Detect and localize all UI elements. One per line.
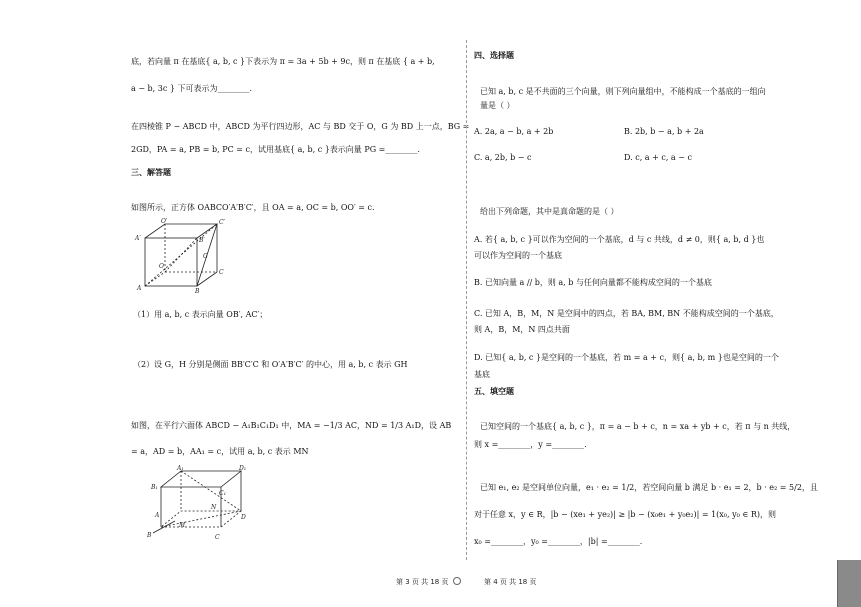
scrollbar-thumb[interactable] bbox=[837, 560, 861, 607]
cube-label-b: B bbox=[195, 288, 200, 295]
prism-label-b1: B₁ bbox=[151, 484, 158, 491]
problem-3-sub1: （1）用 a, b, c 表示向量 OB′, AC′； bbox=[133, 310, 268, 319]
problem-1-line2: a − b, 3c } 下可表示为________. bbox=[131, 84, 253, 93]
question-2-option-c-line2: 则 A，B，M，N 四点共面 bbox=[474, 325, 570, 334]
prism-label-c: C bbox=[215, 534, 220, 541]
question-1-option-d[interactable]: D. c, a + c, a − c bbox=[624, 153, 692, 162]
cube-label-o: O bbox=[159, 263, 164, 270]
section-5-heading: 五、填空题 bbox=[474, 387, 514, 396]
prism-label-d: D bbox=[241, 514, 246, 521]
fill-1-line1: 已知空间的一个基底{ a, b, c }，π = a − b + c，n = xa + yb + c，若 π 与 n 共线， bbox=[480, 422, 796, 431]
question-2-option-a-line1[interactable]: A. 若{ a, b, c }可以作为空间的一个基底，d 与 c 共线，d ≠ 0，则{ a, b, d }也 bbox=[474, 235, 765, 244]
problem-3-line1: 如图所示，正方体 OABCO′A′B′C′，且 OA = a, OC = b, OO′ = c. bbox=[131, 203, 375, 212]
cube-figure bbox=[133, 218, 233, 293]
problem-4-line2: = a，AD = b，AA₁ = c，试用 a, b, c 表示 MN bbox=[131, 447, 309, 456]
question-1-option-c[interactable]: C. a, 2b, b − c bbox=[474, 153, 532, 162]
prism-label-n: N bbox=[211, 504, 217, 511]
question-2-option-c-line1[interactable]: C. 已知 A，B，M，N 是空间中的四点，若 BA, BM, BN 不能构成空间的一个基底， bbox=[474, 309, 779, 318]
problem-4-line1: 如图，在平行六面体 ABCD − A₁B₁C₁D₁ 中，MA = −1/3 AC，ND = 1/3 A₁D，设 AB bbox=[131, 421, 452, 430]
question-1-line1: 已知 a, b, c 是不共面的三个向量，则下列向量组中，不能构成一个基底的一组向 bbox=[480, 87, 766, 96]
fill-1-line2: 则 x =________，y =________. bbox=[474, 440, 587, 449]
prism-label-m: M bbox=[179, 522, 186, 529]
fill-2-line2: 对于任意 x，y ∈ R，|b − (xe₁ + ye₂)| ≥ |b − (x₀e₁ + y₀e₂)| = 1(x₀, y₀ ∈ R)，则 bbox=[474, 510, 776, 519]
cube-label-a-prime: A′ bbox=[135, 235, 141, 242]
page-separator-circle-icon bbox=[453, 577, 461, 585]
footer-right-page-number: 第 4 页 共 18 页 bbox=[484, 578, 537, 586]
problem-2-line1: 在四棱锥 P − ABCD 中，ABCD 为平行四边形，AC 与 BD 交于 O，G 为 BD 上一点，BG = bbox=[131, 122, 470, 131]
prism-label-b: B bbox=[147, 532, 152, 539]
page-divider bbox=[466, 40, 467, 560]
problem-2-line2: 2GD，PA = a, PB = b, PC = c，试用基底{ a, b, c }表示向量 PG =________. bbox=[131, 145, 420, 154]
prism-label-a: A bbox=[155, 512, 160, 519]
cube-label-o-prime: O′ bbox=[161, 218, 168, 225]
question-2-option-d-line1[interactable]: D. 已知{ a, b, c }是空间的一个基底，若 m = a + c，则{ a, b, m }也是空间的一个 bbox=[474, 353, 779, 362]
parallelepiped-figure bbox=[133, 465, 245, 543]
fill-2-line1: 已知 e₁, e₂ 是空间单位向量，e₁ · e₂ = 1/2，若空间向量 b 满足 b · e₁ = 2，b · e₂ = 5/2，且 bbox=[480, 483, 818, 492]
cube-label-g: G bbox=[203, 253, 208, 260]
question-2-option-d-line2: 基底 bbox=[474, 370, 490, 379]
question-2-stem: 给出下列命题，其中是真命题的是（ ） bbox=[480, 207, 619, 216]
problem-3-sub2: （2）设 G，H 分别是侧面 BB′C′C 和 O′A′B′C′ 的中心，用 a, b, c 表示 GH bbox=[133, 360, 408, 369]
question-2-option-a-line2: 可以作为空间的一个基底 bbox=[474, 251, 562, 260]
cube-label-a: A bbox=[137, 285, 142, 292]
cube-label-b-prime: B′ bbox=[199, 237, 205, 244]
problem-1-line1: 底，若向量 π 在基底{ a, b, c }下表示为 π = 3a + 5b + 9c，则 π 在基底 { a + b, bbox=[131, 57, 435, 66]
section-3-heading: 三、解答题 bbox=[131, 168, 171, 177]
question-2-option-b[interactable]: B. 已知向量 a // b，则 a, b 与任何向量都不能构成空间的一个基底 bbox=[474, 278, 712, 287]
prism-label-d1: D₁ bbox=[239, 465, 247, 472]
prism-label-c1: C₁ bbox=[219, 490, 226, 497]
cube-label-c-prime: C′ bbox=[219, 219, 225, 226]
section-4-heading: 四、选择题 bbox=[474, 51, 514, 60]
prism-label-a1: A₁ bbox=[177, 465, 184, 472]
cube-label-c: C bbox=[219, 269, 224, 276]
fill-2-line3: x₀ =________，y₀ =________，|b| =________. bbox=[474, 537, 643, 546]
footer-left-page-number: 第 3 页 共 18 页 bbox=[396, 578, 449, 586]
question-1-option-b[interactable]: B. 2b, b − a, b + 2a bbox=[624, 127, 704, 136]
question-1-option-a[interactable]: A. 2a, a − b, a + 2b bbox=[474, 127, 554, 136]
question-1-line2: 量是（ ） bbox=[480, 101, 515, 110]
